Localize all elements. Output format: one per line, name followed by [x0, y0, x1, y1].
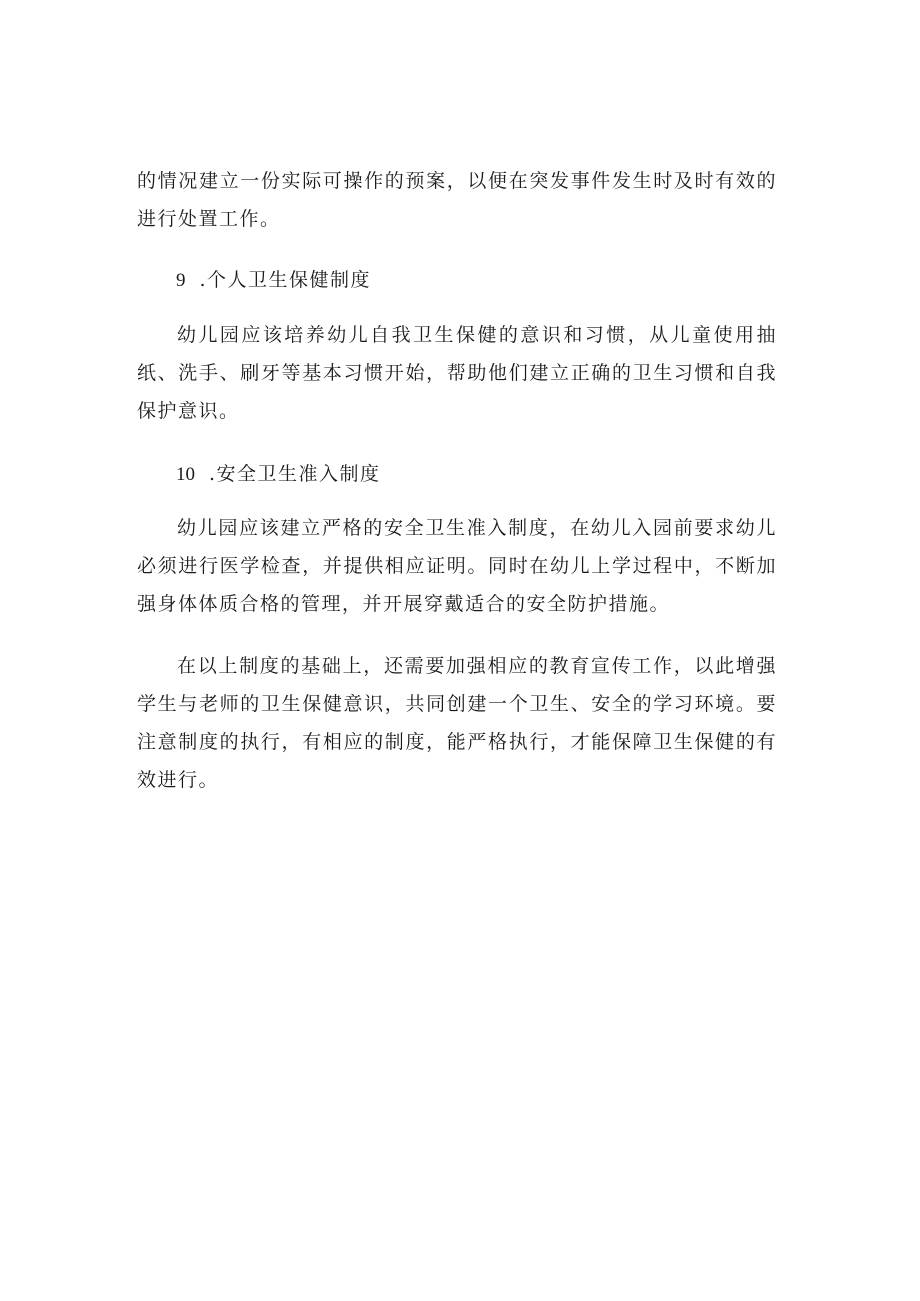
- section-10-heading: [176, 455, 381, 494]
- section-9-title: .个人卫生保健制度: [199, 269, 372, 291]
- section-9-number: 9: [176, 270, 186, 291]
- conclusion-paragraph: 在以上制度的基础上，还需要加强相应的教育宣传工作，以此增强学生与老师的卫生保健意识，共同创建一个卫生、安全的学习环境。要注意制度的执行，有相应的制度，能严格执行，才能保障卫生保健的有效进行。: [137, 655, 777, 791]
- section-10-body: 幼儿园应该建立严格的安全卫生准入制度，在幼儿入园前要求幼儿必须进行医学检查，并提供相应证明。同时在幼儿上学过程中，不断加强身体体质合格的管理，并开展穿戴适合的安全防护措施。: [137, 517, 777, 615]
- section-9-body: 幼儿园应该培养幼儿自我卫生保健的意识和习惯，从儿童使用抽纸、洗手、刷牙等基本习惯开始，帮助他们建立正确的卫生习惯和自我保护意识。: [137, 324, 777, 422]
- paragraph-continuation: 的情况建立一份实际可操作的预案，以便在突发事件发生时及时有效的进行处置工作。: [137, 170, 777, 230]
- section-10-title: .安全卫生准入制度: [209, 463, 381, 485]
- section-10-number: 10: [176, 464, 195, 485]
- section-9-heading: [176, 261, 371, 300]
